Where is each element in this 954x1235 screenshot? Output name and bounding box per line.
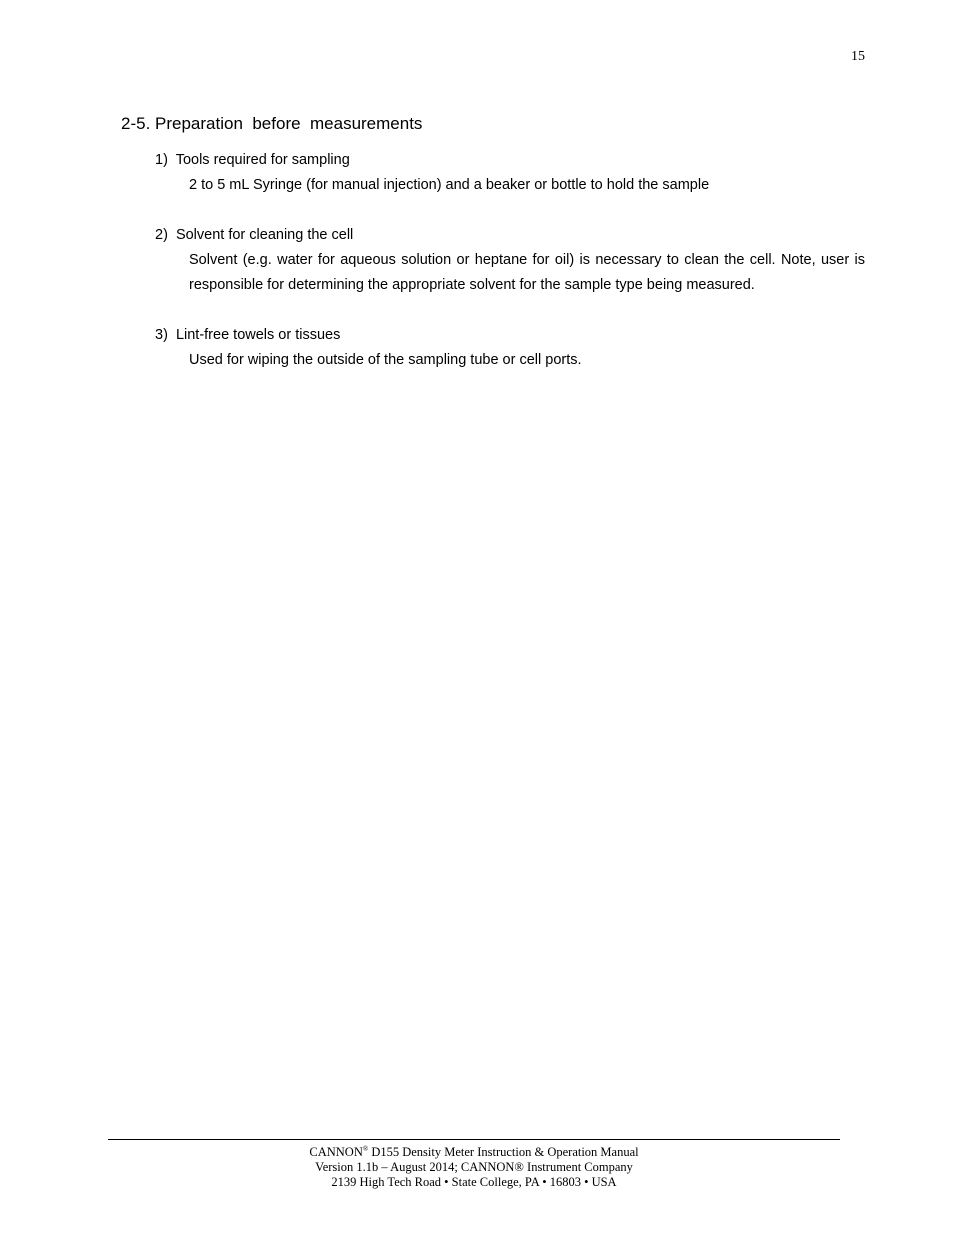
item-heading: 3) Lint-free towels or tissues [155,327,341,343]
item-heading: 2) Solvent for cleaning the cell [155,227,354,243]
item-body: Solvent (e.g. water for aqueous solution or heptane for oil) is necessary to clean the cell. Note, user is responsible for determining the appropriate solvent for the sample type being measured. [189,252,865,293]
page-footer [108,1142,840,1190]
footer-version: Version 1.1b – August 2014; [315,1160,461,1175]
footer-line-2 [108,1160,840,1175]
footer-company: ® Instrument Company [514,1160,633,1175]
footer-divider [108,1139,840,1140]
page-number: 15 [851,49,865,64]
footer-brand: CANNON [460,1160,515,1175]
section-title: 2-5. Preparation before measurements [121,114,423,133]
footer-manual-title: D155 Density Meter Instruction & Operation Manual [368,1145,639,1160]
registered-mark: ® [362,1145,369,1153]
footer-brand: CANNON [309,1145,363,1160]
item-body: Used for wiping the outside of the sampling tube or cell ports. [189,352,582,368]
list-item-towels [155,323,865,373]
footer-line-1 [108,1142,840,1160]
footer-address: 2139 High Tech Road • State College, PA • 16803 • USA [331,1175,617,1190]
item-heading: 1) Tools required for sampling [155,152,350,168]
item-body: 2 to 5 mL Syringe (for manual injection) and a beaker or bottle to hold the sample [189,177,710,193]
list-item-solvent [155,223,865,298]
list-item-tools [155,148,865,198]
